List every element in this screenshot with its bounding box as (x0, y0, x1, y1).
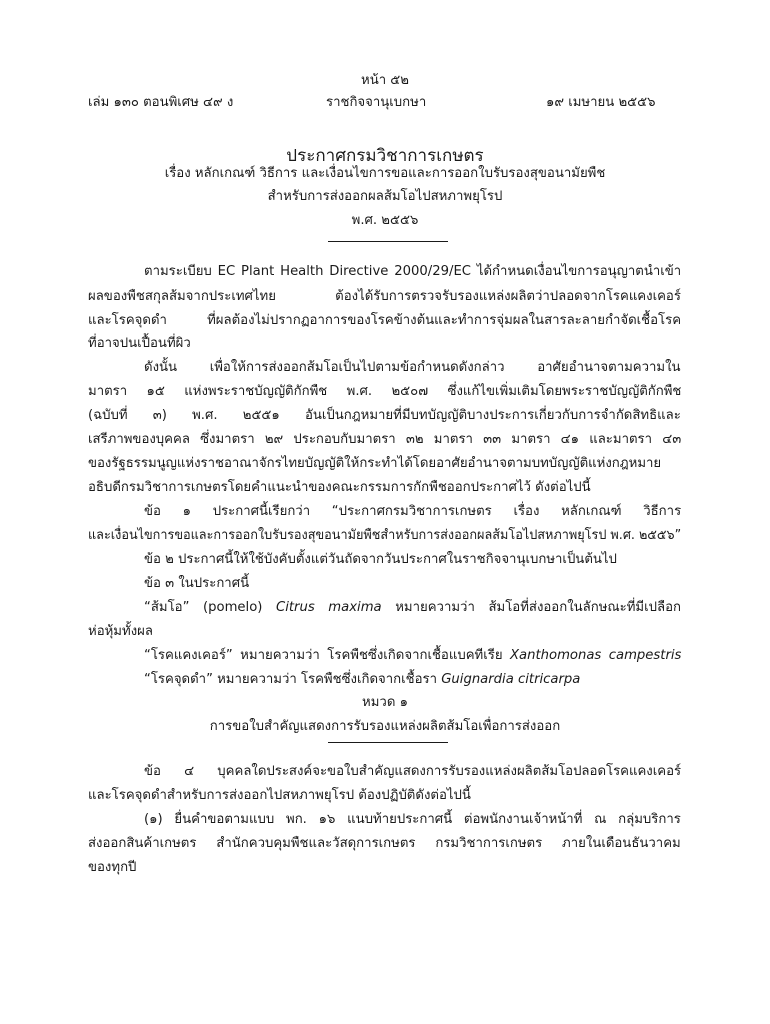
def-text: “โรคจุดดำ” หมายความว่า โรคพืชซึ่งเกิดจากเชื้อรา (144, 672, 442, 687)
clause-4-item-1-line-2: ส่งออกสินค้าเกษตร สำนักควบคุมพืชและวัสดุการเกษตร กรมวิชาการเกษตร ภายในเดือนธันวาคม (88, 836, 681, 851)
clause-3: ข้อ ๓ ในประกาศนี้ (144, 576, 250, 591)
scientific-name: Guignardia citricarpa (441, 672, 581, 687)
title-divider (328, 241, 448, 242)
definition-black-spot (144, 673, 580, 686)
body-line: มาตรา ๑๕ แห่งพระราชบัญญัติกักพืช พ.ศ. ๒๕๐๗ ซึ่งแก้ไขเพิ่มเติมโดยพระราชบัญญัติกักพืช (88, 384, 682, 399)
announcement-year: พ.ศ. ๒๕๕๖ (351, 213, 419, 228)
scientific-name: Xanthomonas campestris (510, 648, 682, 663)
body-line: ของรัฐธรรมนูญแห่งราชอาณาจักรไทยบัญญัติให้กระทำได้โดยอาศัยอำนาจตามบทบัญญัติแห่งกฎหมาย (88, 456, 662, 471)
definition-pomelo (144, 601, 681, 614)
clause-4-item-1-line-1: (๑) ยื่นคำขอตามแบบ พก. ๑๖ แนบท้ายประกาศนี้ ต่อพนักงานเจ้าหน้าที่ ณ กลุ่มบริการ (144, 812, 681, 827)
volume-info: เล่ม ๑๓๐ ตอนพิเศษ ๔๙ ง (88, 95, 234, 110)
clause-4-line-2: และโรคจุดดำสำหรับการส่งออกไปสหภาพยุโรป ต้องปฏิบัติดังต่อไปนี้ (88, 788, 471, 803)
body-line: (ฉบับที่ ๓) พ.ศ. ๒๕๕๑ อันเป็นกฎหมายที่มีบทบัญญัติบางประการเกี่ยวกับการจำกัดสิทธิและ (88, 408, 681, 423)
def-term: “ส้มโอ” (pomelo) (144, 600, 277, 615)
def-text: หมายความว่า ส้มโอที่ส่งออกในลักษณะที่มีเปลือก (381, 600, 681, 615)
definition-canker (144, 649, 681, 662)
clause-2: ข้อ ๒ ประกาศนี้ให้ใช้บังคับตั้งแต่วันถัดจากวันประกาศในราชกิจจานุเบกษาเป็นต้นไป (144, 552, 617, 567)
gazette-name: ราชกิจจานุเบกษา (326, 95, 427, 110)
gazette-date: ๑๙ เมษายน ๒๕๕๖ (546, 95, 656, 110)
clause-1-line-1: ข้อ ๑ ประกาศนี้เรียกว่า “ประกาศกรมวิชาการเกษตร เรื่อง หลักเกณฑ์ วิธีการ (144, 504, 682, 519)
section-heading: หมวด ๑ (362, 695, 408, 710)
body-line: อธิบดีกรมวิชาการเกษตรโดยคำแนะนำของคณะกรรมการกักพืชออกประกาศไว้ ดังต่อไปนี้ (88, 480, 591, 495)
section-subheading: การขอใบสำคัญแสดงการรับรองแหล่งผลิตส้มโอเพื่อการส่งออก (209, 719, 561, 734)
clause-4-line-1: ข้อ ๔ บุคคลใดประสงค์จะขอใบสำคัญแสดงการรับรองแหล่งผลิตส้มโอปลอดโรคแคงเคอร์ (144, 764, 682, 779)
clause-1-line-2: และเงื่อนไขการขอและการออกใบรับรองสุขอนามัยพืชสำหรับการส่งออกผลส้มโอไปสหภาพยุโรป พ.ศ. ๒๕๕๖” (88, 528, 682, 543)
body-line: ที่อาจปนเปื้อนที่ผิว (88, 336, 191, 351)
body-line: ดังนั้น เพื่อให้การส่งออกส้มโอเป็นไปตามข้อกำหนดดังกล่าว อาศัยอำนาจตามความใน (144, 360, 681, 375)
subject-line-2: สำหรับการส่งออกผลส้มโอไปสหภาพยุโรป (267, 189, 503, 204)
page-number: หน้า ๕๒ (361, 73, 409, 88)
announcement-title: ประกาศกรมวิชาการเกษตร (286, 146, 484, 166)
section-divider (328, 742, 448, 743)
body-line: เสรีภาพของบุคคล ซึ่งมาตรา ๒๙ ประกอบกับมาตรา ๓๒ มาตรา ๓๓ มาตรา ๔๑ และมาตรา ๔๓ (88, 432, 682, 447)
body-line: ตามระเบียบ EC Plant Health Directive 2000/29/EC ได้กำหนดเงื่อนไขการอนุญาตนำเข้า (144, 264, 682, 279)
def-text: “โรคแคงเคอร์” หมายความว่า โรคพืชซึ่งเกิดจากเชื้อแบคทีเรีย (144, 648, 510, 663)
body-line: ผลของพืชสกุลส้มจากประเทศไทย ต้องได้รับการตรวจรับรองแหล่งผลิตว่าปลอดจากโรคแคงเคอร์ (88, 289, 681, 304)
definition-pomelo-cont: ห่อหุ้มทั้งผล (88, 624, 153, 639)
scientific-name: Citrus maxima (276, 600, 382, 615)
body-line: และโรคจุดดำ ที่ผลต้องไม่ปรากฏอาการของโรคข้างต้นและทำการจุ่มผลในสารละลายกำจัดเชื้อโรค (88, 313, 682, 328)
subject-line-1: เรื่อง หลักเกณฑ์ วิธีการ และเงื่อนไขการขอและการออกใบรับรองสุขอนามัยพืช (164, 166, 606, 181)
clause-4-item-1-line-3: ของทุกปี (88, 860, 137, 875)
